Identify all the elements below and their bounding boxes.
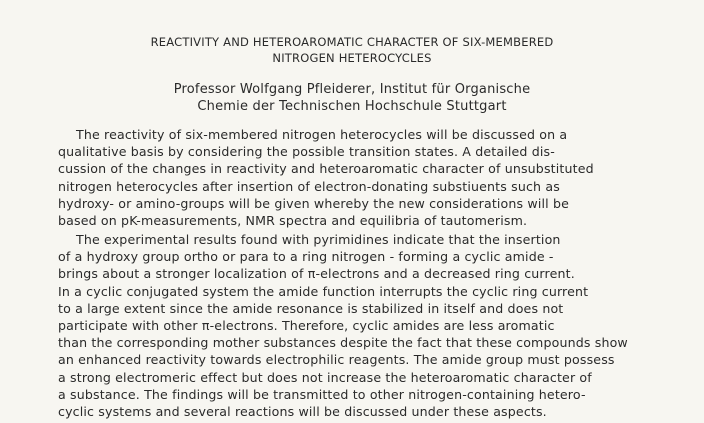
paragraph-line: The experimental results found with pyrimidines indicate that the insertion — [76, 232, 561, 247]
paragraph-line: a substance. The findings will be transmitted to other nitrogen-containing hetero- — [58, 386, 586, 402]
paragraph-line: cyclic systems and several reactions will be discussed under these aspects. — [58, 404, 547, 420]
paragraph-line: The reactivity of six-membered nitrogen heterocycles will be discussed on a — [76, 127, 568, 142]
paragraph-line: of a hydroxy group ortho or para to a ring nitrogen - forming a cyclic amide - — [58, 249, 554, 265]
paragraph-line: based on pK-measurements, NMR spectra and equilibria of tautomerism. — [58, 213, 528, 229]
paragraph-line: hydroxy- or amino-groups will be given whereby the new considerations will be — [58, 195, 570, 211]
title-line-1: REACTIVITY AND HETEROAROMATIC CHARACTER OF SIX-MEMBERED — [150, 35, 554, 49]
paragraph-line: qualitative basis by considering the possible transition states. A detailed dis- — [58, 144, 555, 160]
paragraph-2 — [58, 231, 668, 420]
paper-title — [0, 34, 704, 66]
paragraph-line: to a large extent since the amide resonance is stabilized in itself and does not — [58, 300, 564, 316]
paragraph-line: nitrogen heterocycles after insertion of electron-donating substiuents such as — [58, 178, 560, 194]
paragraph-line: cussion of the changes in reactivity and heteroaromatic character of unsubstituted — [58, 161, 594, 177]
title-line-2: NITROGEN HETEROCYCLES — [272, 51, 432, 65]
paragraph-line: participate with other π-electrons. Therefore, cyclic amides are less aromatic — [58, 318, 555, 334]
author-line-1: Professor Wolfgang Pfleiderer, Institut für Organische — [173, 82, 531, 97]
paragraph-line: brings about a stronger localization of π-electrons and a decreased ring current. — [58, 266, 575, 282]
author-affiliation — [0, 81, 704, 115]
paragraph-line: an enhanced reactivity towards electrophilic reagents. The amide group must possess — [58, 352, 615, 368]
author-line-2: Chemie der Technischen Hochschule Stuttgart — [197, 99, 507, 114]
paragraph-1 — [58, 126, 668, 229]
paragraph-line: a strong electromeric effect but does not increase the heteroaromatic character of — [58, 369, 592, 385]
paragraph-line: In a cyclic conjugated system the amide function interrupts the cyclic ring current — [58, 283, 589, 299]
paragraph-line: than the corresponding mother substances despite the fact that these compounds show — [58, 335, 628, 351]
